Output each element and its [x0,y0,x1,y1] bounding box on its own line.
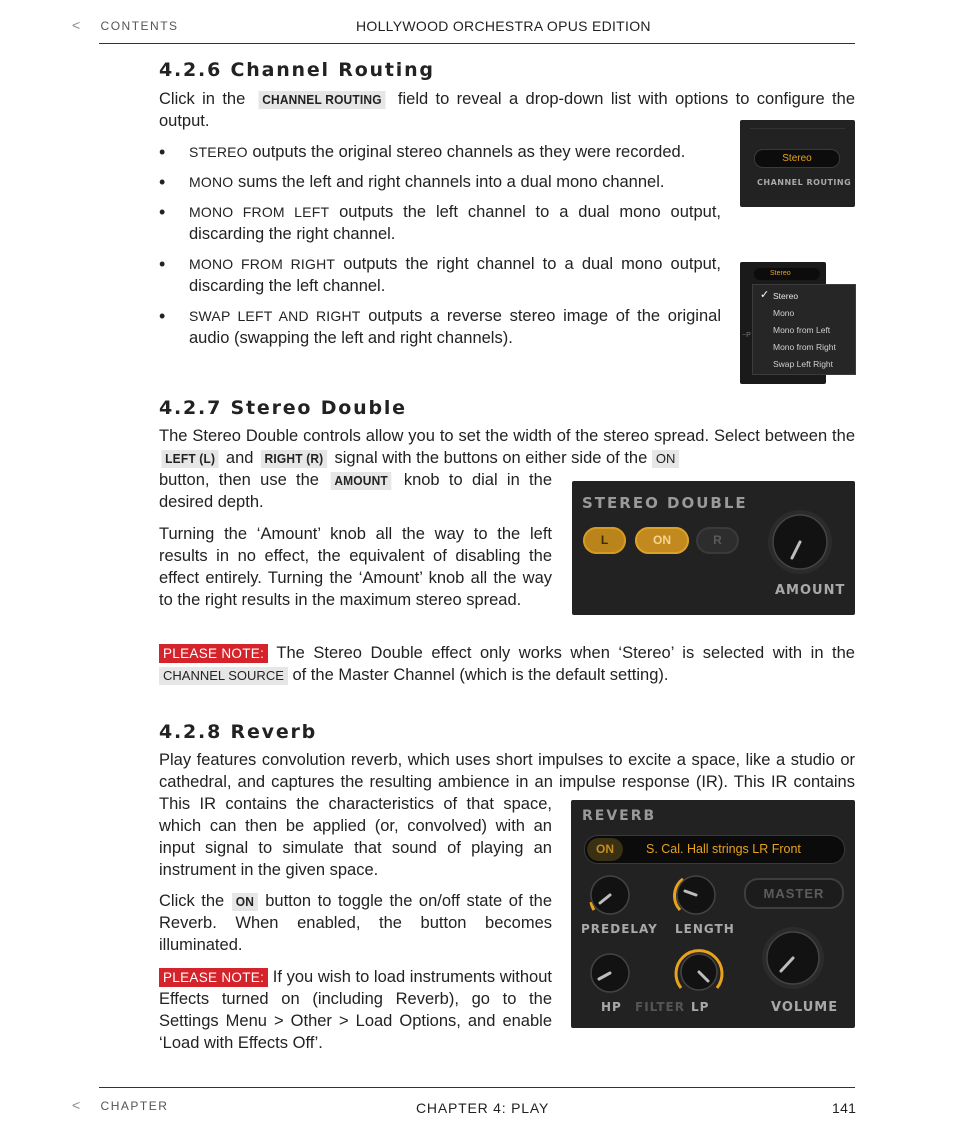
back-arrow-icon: < [72,1097,82,1113]
list-item: • MONO FROM LEFT outputs the left channel to a dual mono output, discarding the right channel. [159,201,721,245]
lp-label: LP [691,1000,710,1014]
please-note-badge: PLEASE NOTE: [159,968,268,987]
reverb-note: PLEASE NOTE: If you wish to load instruments without Effects turned on (including Reverb), go to the Settings Menu > Other > Load Options, and enable ‘Load with Effects Off’. [159,968,552,1052]
section-heading-reverb: 4.2.8 Reverb [159,721,318,743]
channel-routing-screenshot [740,120,855,207]
header-rule [99,43,855,44]
length-label: LENGTH [675,922,735,936]
back-arrow-icon: < [72,17,82,33]
stereo-left-button[interactable]: L [583,527,626,554]
reverb-para2: Click the ON button to toggle the on/off state of the Reverb. When enabled, the button becomes illuminated. [159,892,553,954]
channel-routing-tag: CHANNEL ROUTING [258,91,385,109]
predelay-label: PREDELAY [581,922,658,936]
stereo-right-button[interactable]: R [696,527,739,554]
reverb-screenshot [571,800,855,1028]
please-note-badge: PLEASE NOTE: [159,644,268,663]
check-icon: ✓ [760,289,770,301]
amount-knob[interactable] [765,507,835,577]
chapter-label: CHAPTER [100,1099,169,1113]
filter-label: FILTER [635,1000,685,1014]
list-item: • STEREO outputs the original stereo channels as they were recorded. [159,141,721,163]
on-tag: ON [652,450,680,468]
volume-label: VOLUME [771,1000,839,1015]
reverb-preset-field[interactable] [584,835,845,864]
lp-knob[interactable] [671,944,727,1000]
hp-label: HP [601,1000,622,1014]
reverb-para1-wrap: This IR contains the characteristics of that space, which can then be applied (or, convolved) with an input signal to simulate that sound of playing an instrument in the given space. [159,795,552,879]
left-tag: LEFT (L) [161,450,218,468]
section-heading-stereo-double: 4.2.7 Stereo Double [159,397,407,419]
contents-link[interactable] [72,17,179,33]
section-heading-channel-routing: 4.2.6 Channel Routing [159,59,435,81]
channel-source-tag: CHANNEL SOURCE [159,667,288,685]
right-tag: RIGHT (R) [261,450,327,468]
stereo-double-para1-wrap: button, then use the AMOUNT knob to dial in the desired depth. [159,471,552,511]
reverb-title: REVERB [582,808,657,824]
routing-options-list [159,141,721,357]
reverb-master-button[interactable]: MASTER [744,878,844,909]
document-title: HOLLYWOOD ORCHESTRA OPUS EDITION [356,18,651,34]
stereo-double-note: PLEASE NOTE: The Stereo Double effect only works when ‘Stereo’ is selected with in the CHANNEL SOURCE of the Master Channel (which is the default setting). [159,642,855,686]
predelay-knob[interactable] [585,870,635,920]
menu-item-stereo[interactable]: Stereo [773,291,799,301]
channel-routing-intro: Click in the CHANNEL ROUTING field to reveal a drop-down list with options to configure the output. [159,90,855,130]
stereo-double-title: STEREO DOUBLE [582,494,748,512]
footer-chapter-title: CHAPTER 4: PLAY [416,1100,550,1116]
volume-knob[interactable] [759,924,827,992]
list-item: • SWAP LEFT AND RIGHT outputs a reverse stereo image of the original audio (swapping the left and right channels). [159,305,721,349]
menu-item-mono-from-left[interactable]: Mono from Left [773,325,831,335]
hp-knob[interactable] [585,948,635,998]
footer-rule [99,1087,855,1088]
menu-item-mono-from-right[interactable]: Mono from Right [773,342,836,352]
amount-tag: AMOUNT [331,472,392,490]
list-item: • MONO FROM RIGHT outputs the right channel to a dual mono output, discarding the left channel. [159,253,721,297]
stereo-double-para1-full: The Stereo Double controls allow you to set the width of the stereo spread. Select between the LEFT (L) and RIGHT (R) signal with the buttons on either side of the ON [159,427,855,467]
channel-routing-dropdown-screenshot: Stereo ~P [740,262,826,384]
reverb-para1-full: Play features convolution reverb, which uses short impulses to excite a space, like a studio or cathedral, and captures the resulting ambience in an impulse response (IR). This IR contains [159,751,855,791]
contents-label: CONTENTS [100,19,179,33]
channel-routing-dropdown[interactable]: Stereo [754,149,840,168]
channel-routing-label: CHANNEL ROUTING [757,178,852,187]
reverb-on-button[interactable]: ON [587,838,623,861]
chapter-link[interactable] [72,1097,168,1113]
page-number: 141 [832,1100,857,1116]
stereo-on-button[interactable]: ON [635,527,689,554]
menu-item-mono[interactable]: Mono [773,308,795,318]
list-item: • MONO sums the left and right channels into a dual mono channel. [159,171,721,193]
reverb-on-tag: ON [232,893,258,911]
amount-knob-label: AMOUNT [775,583,846,598]
routing-dropdown-menu [752,284,856,375]
menu-item-swap-left-right[interactable]: Swap Left Right [773,359,834,369]
reverb-preset-name: S. Cal. Hall strings LR Front [646,842,801,856]
stereo-double-screenshot [572,481,855,615]
stereo-double-para2: Turning the ‘Amount’ knob all the way to the left results in no effect, the equivalent of disabling the effect entirely. Turning the ‘Amount’ knob all the way to the right results in the maximum stereo spread. [159,525,552,609]
length-knob[interactable] [671,870,721,920]
